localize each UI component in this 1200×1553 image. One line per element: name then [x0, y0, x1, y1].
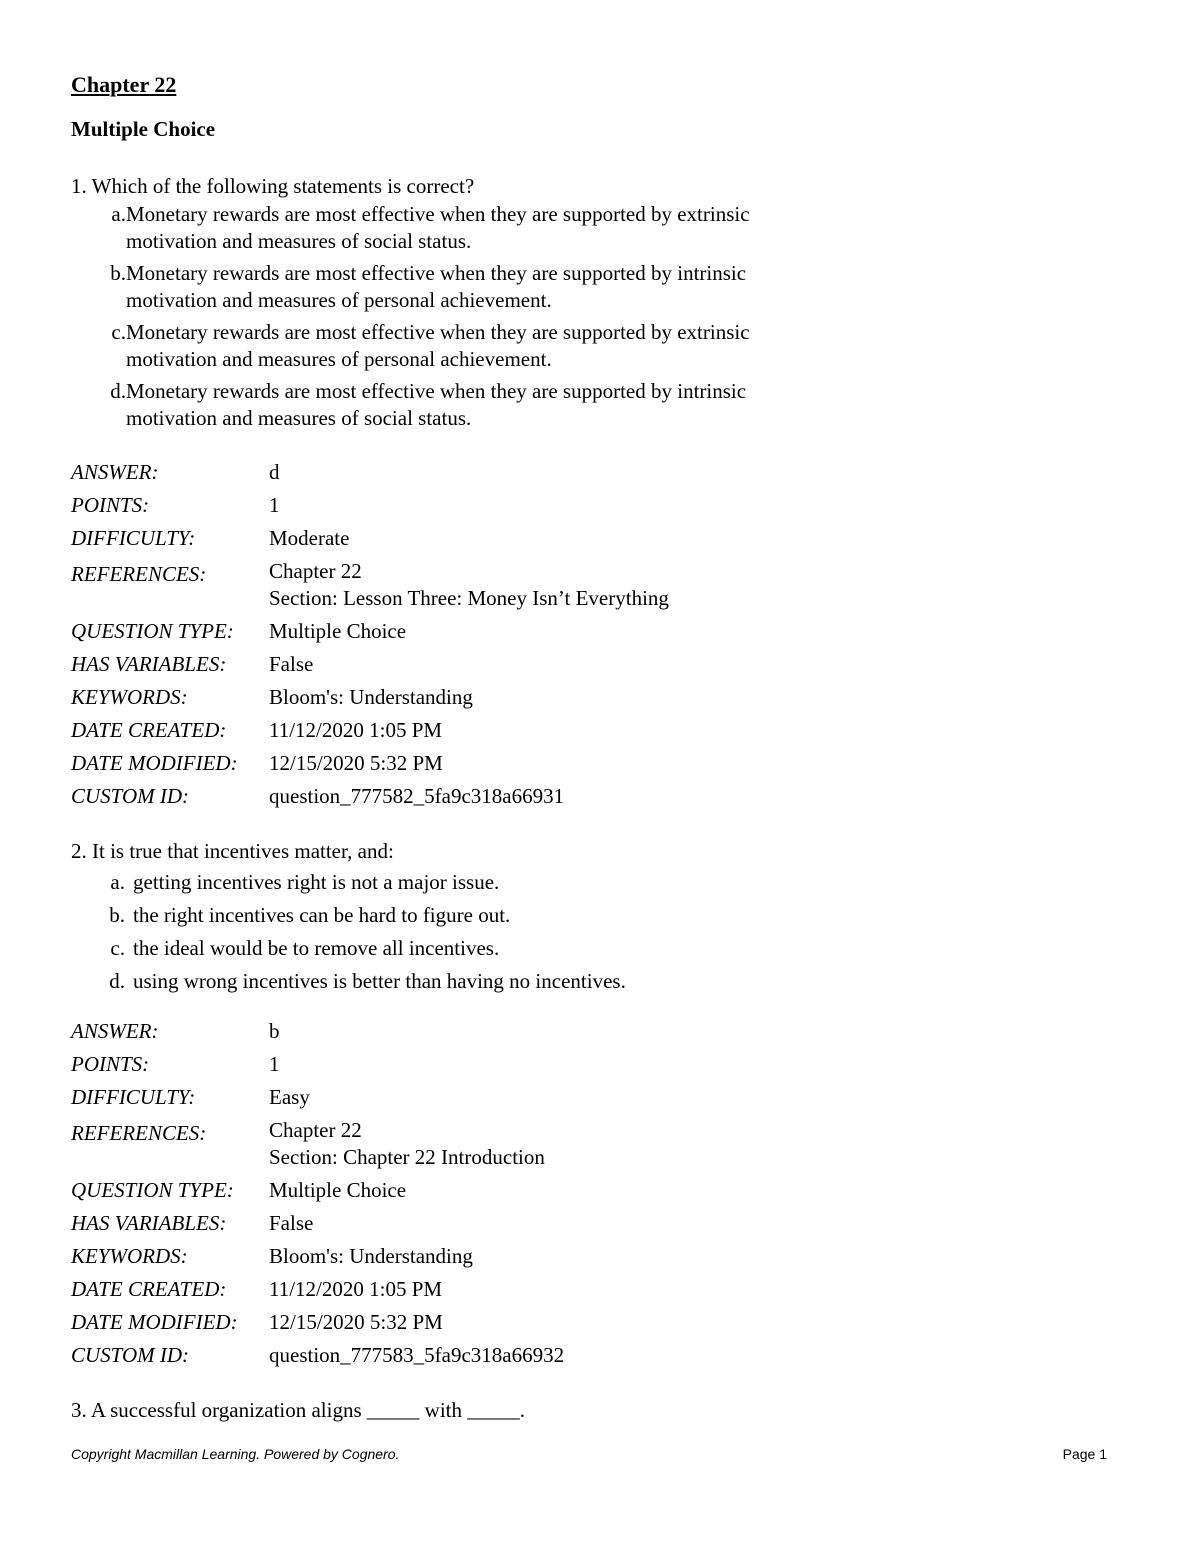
meta-date-modified: DATE MODIFIED: 12/15/2020 5:32 PM: [71, 1310, 443, 1334]
option-text: the right incentives can be hard to figure out.: [133, 903, 511, 927]
meta-keywords: KEYWORDS: Bloom's: Understanding: [71, 1244, 473, 1268]
option-text: Monetary rewards are most effective when they are supported by intrinsic motivation and measures of personal achievement.: [126, 261, 747, 312]
option-letter: b.: [110, 261, 126, 285]
meta-has-variables: HAS VARIABLES: False: [71, 1211, 314, 1235]
meta-points: POINTS: 1: [71, 493, 280, 517]
question-2-metadata: [71, 1015, 564, 1372]
question-stem: 2. It is true that incentives matter, and:: [71, 839, 394, 863]
question-1-metadata: [71, 456, 669, 813]
option-text: Monetary rewards are most effective when they are supported by extrinsic motivation and measures of social status.: [126, 202, 750, 253]
meta-references: REFERENCES: Chapter 22 Section: Lesson Three: Money Isn’t Everything: [71, 559, 669, 610]
chapter-title: Chapter 22: [71, 72, 177, 97]
meta-answer: ANSWER: d: [71, 460, 280, 484]
option-a: [71, 866, 1071, 899]
option-text: Monetary rewards are most effective when they are supported by intrinsic motivation and measures of social status.: [126, 379, 747, 430]
option-letter: c.: [110, 936, 125, 960]
question-stem: 3. A successful organization aligns _____ with _____.: [71, 1398, 525, 1422]
meta-difficulty: DIFFICULTY: Moderate: [71, 526, 350, 550]
option-a: [71, 201, 1071, 255]
option-letter: c.: [111, 320, 126, 344]
meta-answer: ANSWER: b: [71, 1019, 280, 1043]
meta-difficulty: DIFFICULTY: Easy: [71, 1085, 310, 1109]
section-heading: Multiple Choice: [71, 117, 216, 141]
meta-question-type: QUESTION TYPE: Multiple Choice: [71, 619, 407, 643]
option-text: the ideal would be to remove all incentives.: [133, 936, 500, 960]
option-text: using wrong incentives is better than having no incentives.: [133, 969, 626, 993]
meta-question-type: QUESTION TYPE: Multiple Choice: [71, 1178, 407, 1202]
option-b: [71, 899, 1071, 932]
copyright-notice: Copyright Macmillan Learning. Powered by Cognero.: [71, 1446, 400, 1462]
option-d: [71, 378, 1071, 432]
meta-custom-id: CUSTOM ID: question_777583_5fa9c318a66932: [71, 1343, 565, 1367]
option-c: [71, 319, 1071, 373]
question-3: [71, 1395, 1071, 1425]
option-letter: d.: [110, 379, 126, 403]
question-stem: 1. Which of the following statements is correct?: [71, 174, 475, 198]
option-letter: d.: [109, 969, 125, 993]
meta-date-modified: DATE MODIFIED: 12/15/2020 5:32 PM: [71, 751, 443, 775]
question-2: [71, 836, 1071, 998]
meta-date-created: DATE CREATED: 11/12/2020 1:05 PM: [71, 718, 443, 742]
option-text: getting incentives right is not a major issue.: [133, 870, 500, 894]
option-c: [71, 932, 1071, 965]
option-b: [71, 260, 1071, 314]
option-letter: b.: [109, 903, 125, 927]
meta-date-created: DATE CREATED: 11/12/2020 1:05 PM: [71, 1277, 443, 1301]
option-text: Monetary rewards are most effective when they are supported by extrinsic motivation and measures of personal achievement.: [126, 320, 750, 371]
page-number: Page 1: [1062, 1446, 1107, 1462]
meta-custom-id: CUSTOM ID: question_777582_5fa9c318a66931: [71, 784, 565, 808]
meta-has-variables: HAS VARIABLES: False: [71, 652, 314, 676]
option-d: [71, 965, 1071, 998]
question-1: [71, 171, 1071, 437]
meta-references: REFERENCES: Chapter 22 Section: Chapter 22 Introduction: [71, 1118, 545, 1169]
meta-points: POINTS: 1: [71, 1052, 280, 1076]
option-letter: a.: [110, 870, 125, 894]
meta-keywords: KEYWORDS: Bloom's: Understanding: [71, 685, 473, 709]
option-letter: a.: [111, 202, 126, 226]
